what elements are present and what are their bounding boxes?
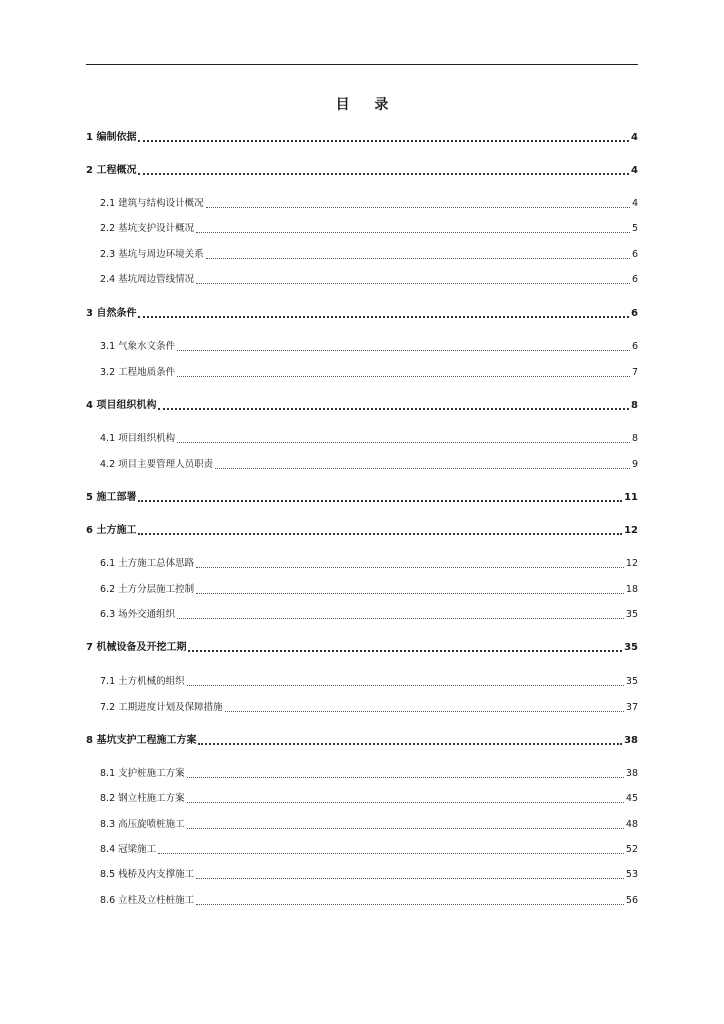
toc-page-number: 12 xyxy=(624,525,638,536)
toc-page-number: 9 xyxy=(631,459,638,470)
toc-entry-label: 4 项目组织机构 xyxy=(86,400,157,411)
toc-chapter-entry[interactable] xyxy=(86,307,638,321)
toc-page-number: 4 xyxy=(631,165,638,176)
toc-dot-leader xyxy=(138,533,622,535)
toc-dot-leader xyxy=(158,853,624,854)
toc-page-number: 12 xyxy=(625,558,638,569)
toc-dot-leader xyxy=(187,802,624,803)
toc-dot-leader xyxy=(177,618,624,619)
toc-dot-leader xyxy=(187,685,624,686)
toc-chapter-entry[interactable] xyxy=(86,164,638,178)
toc-page-number: 6 xyxy=(631,274,638,285)
toc-entry-label: 4.2 项目主要管理人员职责 xyxy=(100,459,214,470)
toc-section-entry[interactable] xyxy=(100,792,638,806)
toc-section-entry[interactable] xyxy=(100,583,638,597)
toc-page-number: 8 xyxy=(631,433,638,444)
toc-entry-label: 8.6 立柱及立柱桩施工 xyxy=(100,895,195,906)
toc-dot-leader xyxy=(138,140,629,142)
toc-dot-leader xyxy=(206,258,630,259)
toc-section-entry[interactable] xyxy=(100,767,638,781)
toc-section-entry[interactable] xyxy=(100,675,638,689)
toc-page-number: 4 xyxy=(631,198,638,209)
toc-dot-leader xyxy=(187,828,624,829)
toc-entry-label: 4.1 项目组织机构 xyxy=(100,433,176,444)
toc-dot-leader xyxy=(198,743,622,745)
toc-dot-leader xyxy=(196,567,624,568)
toc-page-number: 18 xyxy=(625,584,638,595)
toc-page-number: 52 xyxy=(625,844,638,855)
toc-entry-label: 6.1 土方施工总体思路 xyxy=(100,558,195,569)
toc-entry-label: 7.2 工期进度计划及保障措施 xyxy=(100,702,223,713)
toc-page-number: 7 xyxy=(631,367,638,378)
toc-section-entry[interactable] xyxy=(100,366,638,380)
toc-entry-label: 7.1 土方机械的组织 xyxy=(100,676,185,687)
toc-dot-leader xyxy=(196,283,630,284)
toc-dot-leader xyxy=(196,904,624,905)
toc-page-number: 38 xyxy=(624,735,638,746)
toc-entry-label: 6.3 场外交通组织 xyxy=(100,609,176,620)
toc-dot-leader xyxy=(188,650,622,652)
toc-section-entry[interactable] xyxy=(100,868,638,882)
toc-page-number: 35 xyxy=(625,676,638,687)
toc-entry-label: 8.3 高压旋喷桩施工 xyxy=(100,819,185,830)
toc-entry-label: 2.4 基坑周边管线情况 xyxy=(100,274,195,285)
toc-dot-leader xyxy=(196,232,630,233)
toc-dot-leader xyxy=(215,468,630,469)
toc-section-entry[interactable] xyxy=(100,557,638,571)
toc-chapter-entry[interactable] xyxy=(86,399,638,413)
toc-chapter-entry[interactable] xyxy=(86,524,638,538)
toc-section-entry[interactable] xyxy=(100,843,638,857)
toc-dot-leader xyxy=(138,500,622,502)
toc-section-entry[interactable] xyxy=(100,273,638,287)
toc-entry-label: 1 编制依据 xyxy=(86,132,137,143)
toc-page-number: 8 xyxy=(631,400,638,411)
toc-dot-leader xyxy=(196,878,624,879)
toc-entry-label: 3 自然条件 xyxy=(86,308,137,319)
toc-page-number: 37 xyxy=(625,702,638,713)
toc-page-number: 53 xyxy=(625,869,638,880)
toc-page-number: 48 xyxy=(625,819,638,830)
toc-page-number: 38 xyxy=(625,768,638,779)
toc-entry-label: 8.5 栈桥及内支撑施工 xyxy=(100,869,195,880)
toc-page-number: 6 xyxy=(631,249,638,260)
toc-dot-leader xyxy=(187,777,624,778)
toc-dot-leader xyxy=(158,408,629,410)
toc-entry-label: 6.2 土方分层施工控制 xyxy=(100,584,195,595)
toc-page-number: 35 xyxy=(625,609,638,620)
page-title: 目 录 xyxy=(335,97,399,113)
toc-dot-leader xyxy=(138,173,629,175)
toc-section-entry[interactable] xyxy=(100,894,638,908)
toc-chapter-entry[interactable] xyxy=(86,491,638,505)
toc-chapter-entry[interactable] xyxy=(86,131,638,145)
toc-section-entry[interactable] xyxy=(100,340,638,354)
toc-page-number: 4 xyxy=(631,132,638,143)
toc-entry-label: 8.2 钢立柱施工方案 xyxy=(100,793,185,804)
toc-entry-label: 2.2 基坑支护设计概况 xyxy=(100,223,195,234)
toc-section-entry[interactable] xyxy=(100,222,638,236)
toc-page-number: 5 xyxy=(631,223,638,234)
toc-dot-leader xyxy=(177,442,630,443)
toc-dot-leader xyxy=(196,593,624,594)
toc-section-entry[interactable] xyxy=(100,248,638,262)
toc-section-entry[interactable] xyxy=(100,458,638,472)
toc-dot-leader xyxy=(138,316,629,318)
toc-section-entry[interactable] xyxy=(100,432,638,446)
toc-dot-leader xyxy=(206,207,630,208)
toc-section-entry[interactable] xyxy=(100,608,638,622)
toc-entry-label: 2.1 建筑与结构设计概况 xyxy=(100,198,204,209)
toc-entry-label: 2 工程概况 xyxy=(86,165,137,176)
toc-page-number: 11 xyxy=(624,492,638,503)
toc-chapter-entry[interactable] xyxy=(86,641,638,655)
toc-entry-label: 8.4 冠梁施工 xyxy=(100,844,157,855)
toc-page-number: 6 xyxy=(631,341,638,352)
toc-entry-label: 7 机械设备及开挖工期 xyxy=(86,642,187,653)
toc-dot-leader xyxy=(225,711,624,712)
toc-entry-label: 5 施工部署 xyxy=(86,492,137,503)
toc-entry-label: 8 基坑支护工程施工方案 xyxy=(86,735,197,746)
toc-entry-label: 3.1 气象水文条件 xyxy=(100,341,176,352)
toc-dot-leader xyxy=(177,376,630,377)
toc-page-number: 35 xyxy=(624,642,638,653)
toc-dot-leader xyxy=(177,350,630,351)
toc-section-entry[interactable] xyxy=(100,818,638,832)
toc-page-number: 6 xyxy=(631,308,638,319)
toc-chapter-entry[interactable] xyxy=(86,734,638,748)
toc-section-entry[interactable] xyxy=(100,701,638,715)
toc-entry-label: 6 土方施工 xyxy=(86,525,137,536)
header-rule xyxy=(86,64,638,65)
toc-entry-label: 2.3 基坑与周边环境关系 xyxy=(100,249,204,260)
toc-page-number: 56 xyxy=(625,895,638,906)
toc-page-number: 45 xyxy=(625,793,638,804)
toc-section-entry[interactable] xyxy=(100,197,638,211)
toc-entry-label: 8.1 支护桩施工方案 xyxy=(100,768,185,779)
toc-entry-label: 3.2 工程地质条件 xyxy=(100,367,176,378)
